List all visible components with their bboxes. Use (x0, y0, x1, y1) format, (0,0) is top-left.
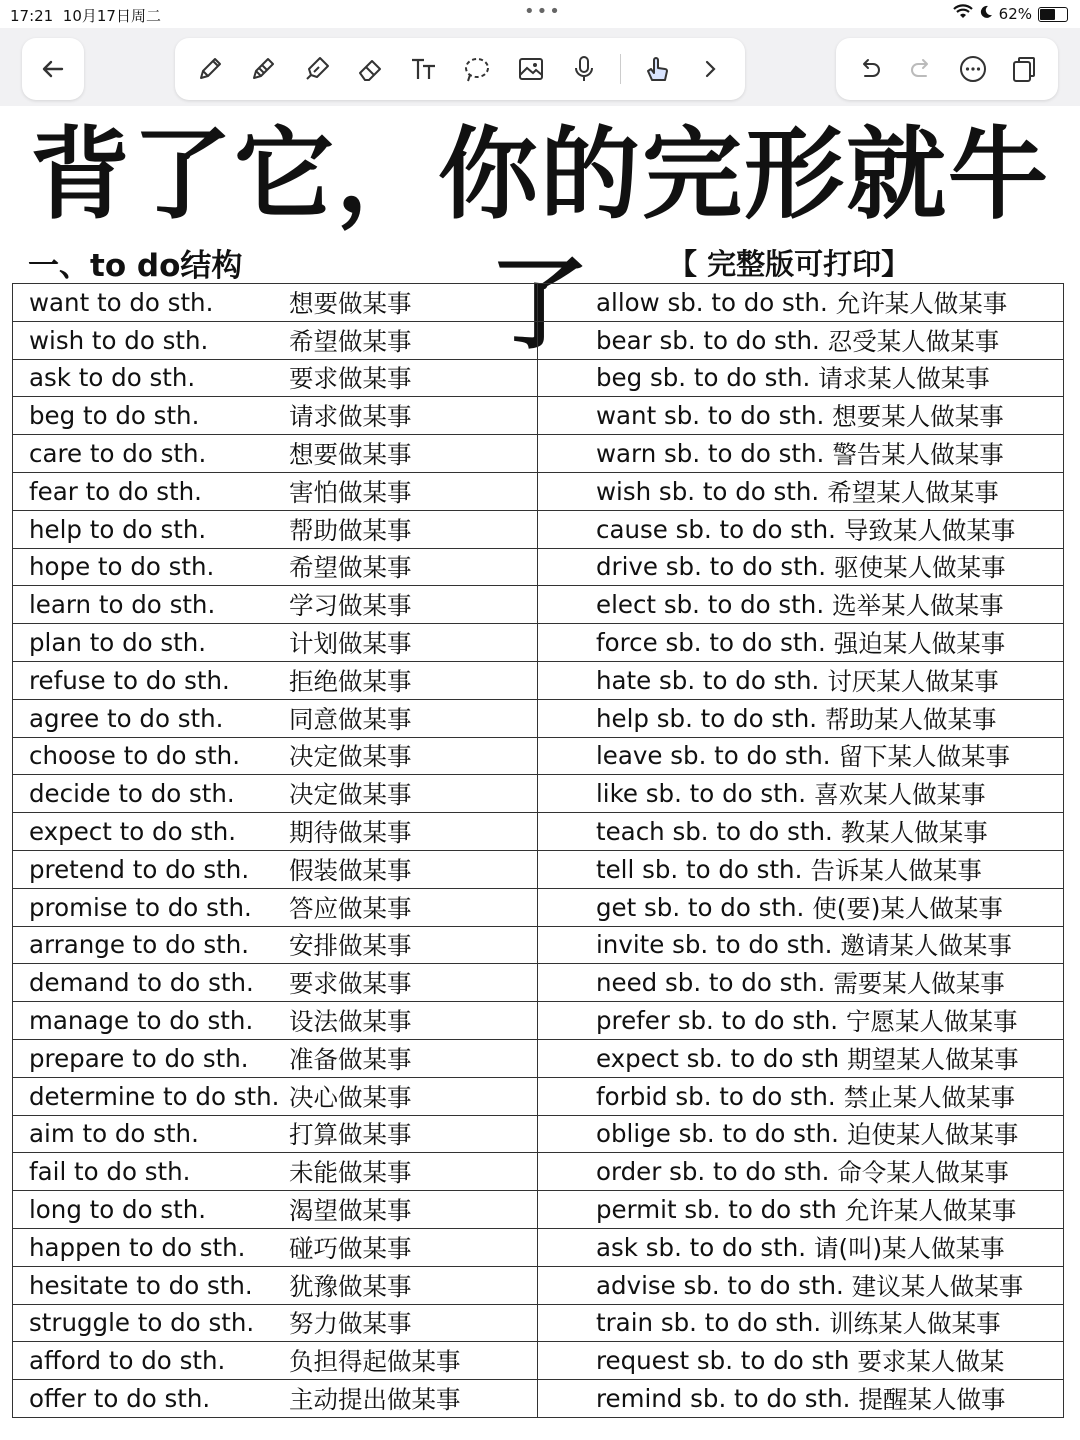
left-cell (13, 850, 538, 888)
phrase-cn: 希望某人做某事 (827, 477, 999, 507)
phrase-cn: 决定做某事 (289, 742, 412, 772)
right-cell (538, 775, 1064, 813)
phrase-en: hesitate to do sth. (29, 1270, 253, 1300)
phrase-en: teach sb. to do sth. (596, 817, 833, 847)
left-cell (13, 397, 538, 435)
phrase-en: tell sb. to do sth. (596, 854, 803, 884)
right-cell (538, 1380, 1064, 1418)
phrase-table (12, 283, 1064, 1418)
left-cell (13, 1191, 538, 1229)
phrase-cn: 导致某人做某事 (843, 515, 1016, 545)
right-cell (538, 1115, 1064, 1153)
phrase-en: elect sb. to do sth. (596, 590, 825, 620)
phrase-cn: 警告某人做某事 (832, 440, 1004, 470)
phrase-cn: 努力做某事 (289, 1309, 412, 1339)
toolbar (0, 28, 1080, 106)
phrase-en: ask to do sth. (29, 363, 196, 393)
table-row (13, 964, 1064, 1002)
left-cell (13, 1077, 538, 1115)
table-row (13, 1342, 1064, 1380)
right-cell (538, 1191, 1064, 1229)
left-cell (13, 699, 538, 737)
phrase-en: fear to do sth. (29, 476, 202, 506)
phrase-cn: 想要某人做某事 (832, 402, 1004, 432)
table-row (13, 472, 1064, 510)
phrase-cn: 忍受某人做某事 (827, 326, 1000, 356)
left-cell (13, 321, 538, 359)
left-cell (13, 775, 538, 813)
more-icon[interactable] (955, 51, 991, 87)
phrase-cn: 要求某人做某 (857, 1347, 1005, 1377)
phrase-en: advise sb. to do sth. (596, 1270, 844, 1300)
phrase-en: fail to do sth. (29, 1157, 191, 1187)
table-row (13, 321, 1064, 359)
phrase-en: beg to do sth. (29, 401, 200, 431)
phrase-en: determine to do sth. (29, 1081, 280, 1111)
phrase-en: drive sb. to do sth. (596, 552, 827, 582)
undo-icon[interactable] (852, 51, 888, 87)
left-cell (13, 1304, 538, 1342)
phrase-cn: 假装做某事 (289, 855, 412, 885)
phrase-cn: 打算做某事 (289, 1120, 412, 1150)
phrase-cn: 想要做某事 (289, 440, 412, 470)
phrase-cn: 计划做某事 (289, 629, 412, 659)
phrase-cn: 想要做某事 (289, 288, 412, 318)
phrase-en: warn sb. to do sth. (596, 439, 825, 469)
table-row (13, 1380, 1064, 1418)
phrase-en: expect sb. to do sth (596, 1043, 840, 1073)
phrase-cn: 需要某人做某事 (833, 969, 1005, 999)
right-cell (538, 1304, 1064, 1342)
phrase-en: help sb. to do sth. (596, 703, 818, 733)
right-cell (538, 359, 1064, 397)
phrase-en: force sb. to do sth. (596, 628, 826, 658)
left-cell (13, 813, 538, 851)
table-row (13, 813, 1064, 851)
battery-fill (1040, 9, 1055, 20)
right-cell (538, 888, 1064, 926)
right-cell (538, 661, 1064, 699)
phrase-cn: 决定做某事 (289, 780, 412, 810)
phrase-en: forbid sb. to do sth. (596, 1081, 836, 1111)
left-cell (13, 510, 538, 548)
phrase-cn: 希望做某事 (289, 326, 412, 356)
left-cell (13, 737, 538, 775)
phrase-cn: 决心做某事 (289, 1082, 412, 1112)
table-row (13, 359, 1064, 397)
right-cell (538, 1039, 1064, 1077)
left-cell (13, 359, 538, 397)
phrase-cn: 拒绝做某事 (289, 666, 412, 696)
table-row (13, 1266, 1064, 1304)
phrase-cn: 教某人做某事 (840, 818, 988, 848)
phrase-en: train sb. to do sth. (596, 1308, 822, 1338)
phrase-en: wish sb. to do sth. (596, 476, 820, 506)
phrase-en: long to do sth. (29, 1195, 207, 1225)
phrase-en: bear sb. to do sth. (596, 325, 820, 355)
phrase-cn: 提醒某人做事 (858, 1385, 1006, 1414)
table-row (13, 699, 1064, 737)
right-cell (538, 737, 1064, 775)
table-row (13, 850, 1064, 888)
phrase-en: promise to do sth. (29, 892, 252, 922)
phrase-cn: 迫使某人做某事 (846, 1120, 1019, 1150)
phrase-cn: 允许某人做某事 (844, 1196, 1017, 1226)
phrase-cn: 渴望做某事 (289, 1196, 412, 1226)
left-cell (13, 1115, 538, 1153)
right-cell (538, 284, 1064, 322)
right-cell (538, 1342, 1064, 1380)
phrase-cn: 禁止某人做某事 (843, 1082, 1016, 1112)
left-cell (13, 472, 538, 510)
left-cell (13, 624, 538, 662)
phrase-cn: 喜欢某人做某事 (814, 780, 986, 810)
phrase-en: expect to do sth. (29, 817, 237, 847)
table-row (13, 284, 1064, 322)
table-row (13, 1153, 1064, 1191)
left-cell (13, 661, 538, 699)
phrase-en: learn to do sth. (29, 590, 216, 620)
phrase-en: like sb. to do sth. (596, 779, 807, 809)
phrase-cn: 允许某人做某事 (835, 288, 1008, 318)
right-cell (538, 321, 1064, 359)
phrase-en: arrange to do sth. (29, 930, 250, 960)
battery-percent: 62% (998, 5, 1032, 23)
phrase-en: want sb. to do sth. (596, 401, 825, 431)
drawing-tools (175, 38, 745, 100)
table-row (13, 510, 1064, 548)
phrase-cn: 期望某人做某事 (847, 1044, 1019, 1074)
table-row (13, 737, 1064, 775)
left-cell (13, 435, 538, 473)
phrase-en: choose to do sth. (29, 741, 241, 771)
table-row (13, 397, 1064, 435)
phrase-en: hate sb. to do sth. (596, 665, 820, 695)
left-cell (13, 1228, 538, 1266)
phrase-cn: 邀请某人做某事 (840, 931, 1012, 961)
right-cell (538, 1002, 1064, 1040)
phrase-en: invite sb. to do sth. (596, 930, 833, 960)
phrase-cn: 未能做某事 (289, 1158, 412, 1188)
right-cell (538, 472, 1064, 510)
table-row (13, 435, 1064, 473)
phrase-cn: 设法做某事 (289, 1007, 412, 1037)
right-cell (538, 1153, 1064, 1191)
pages-icon[interactable] (1006, 51, 1042, 87)
phrase-en: demand to do sth. (29, 968, 254, 998)
left-cell (13, 1002, 538, 1040)
phrase-cn: 训练某人做某事 (829, 1309, 1001, 1339)
left-cell (13, 586, 538, 624)
right-cell (538, 813, 1064, 851)
left-cell (13, 926, 538, 964)
phrase-en: hope to do sth. (29, 552, 215, 582)
phrase-en: cause sb. to do sth. (596, 514, 836, 544)
table-row (13, 624, 1064, 662)
phrase-cn: 告诉某人做某事 (810, 855, 982, 885)
phrase-cn: 答应做某事 (289, 893, 412, 923)
history-controls (836, 38, 1058, 100)
phrase-en: manage to do sth. (29, 1006, 254, 1036)
phrase-cn: 帮助做某事 (289, 515, 412, 545)
print-label: 【 完整版可打印】 (668, 247, 911, 281)
phrase-cn: 害怕做某事 (289, 477, 412, 507)
table-row (13, 1304, 1064, 1342)
phrase-cn: 帮助某人做某事 (825, 704, 997, 734)
right-cell (538, 699, 1064, 737)
right-cell (538, 586, 1064, 624)
section-heading: 一、to do结构 (28, 248, 243, 284)
pencil-icon[interactable] (245, 51, 281, 87)
phrase-cn: 强迫某人做某事 (833, 629, 1006, 659)
phrase-en: agree to do sth. (29, 703, 224, 733)
table-row (13, 1039, 1064, 1077)
phrase-en: leave sb. to do sth. (596, 741, 831, 771)
right-cell (538, 435, 1064, 473)
left-cell (13, 1342, 538, 1380)
table-row (13, 1228, 1064, 1266)
phrase-en: need sb. to do sth. (596, 968, 826, 998)
page-title: 背了它，你的完形就牛了 (30, 116, 1050, 363)
phrase-en: get sb. to do sth. (596, 892, 805, 922)
phrase-en: request sb. to do sth (596, 1346, 850, 1376)
moon-icon (979, 5, 993, 23)
phrase-cn: 讨厌某人做某事 (827, 666, 999, 696)
phrase-cn: 准备做某事 (289, 1044, 412, 1074)
right-cell (538, 397, 1064, 435)
eraser-icon[interactable] (352, 51, 388, 87)
right-cell (538, 1228, 1064, 1266)
phrase-cn: 希望做某事 (289, 553, 412, 583)
table-row (13, 1002, 1064, 1040)
highlighter-icon[interactable] (299, 51, 335, 87)
right-cell (538, 850, 1064, 888)
phrase-en: want to do sth. (29, 287, 214, 317)
phrase-en: struggle to do sth. (29, 1308, 255, 1338)
phrase-cn: 选举某人做某事 (832, 591, 1004, 621)
phrase-en: prefer sb. to do sth. (596, 1006, 839, 1036)
multitask-dots-icon[interactable]: ••• (524, 1, 562, 22)
microphone-icon[interactable] (566, 51, 602, 87)
phrase-en: remind sb. to do sth. (596, 1384, 851, 1413)
phrase-cn: 请求做某事 (289, 402, 412, 432)
phrase-cn: 负担得起做某事 (289, 1347, 461, 1377)
phrase-en: pretend to do sth. (29, 854, 250, 884)
right-cell (538, 964, 1064, 1002)
phrase-en: oblige sb. to do sth. (596, 1119, 839, 1149)
status-bar (0, 0, 1080, 28)
phrase-cn: 安排做某事 (289, 931, 412, 961)
right-cell (538, 926, 1064, 964)
status-time: 17:21 10月17日周二 (10, 7, 161, 25)
phrase-en: help to do sth. (29, 514, 207, 544)
phrase-en: aim to do sth. (29, 1119, 199, 1149)
table-row (13, 888, 1064, 926)
pen-icon[interactable] (192, 51, 228, 87)
table-row (13, 661, 1064, 699)
phrase-en: allow sb. to do sth. (596, 287, 828, 317)
table-row (13, 1077, 1064, 1115)
redo-icon[interactable] (903, 51, 939, 87)
phrase-cn: 驱使某人做某事 (834, 553, 1006, 583)
status-right (953, 4, 1068, 24)
phrase-cn: 宁愿某人做某事 (846, 1007, 1018, 1037)
phrase-cn: 建议某人做某事 (851, 1271, 1024, 1301)
phrase-cn: 留下某人做某事 (838, 742, 1011, 772)
phrase-cn: 期待做某事 (289, 818, 412, 848)
table-row (13, 926, 1064, 964)
phrase-en: decide to do sth. (29, 779, 235, 809)
phrase-cn: 学习做某事 (289, 591, 412, 621)
left-cell (13, 284, 538, 322)
text-icon[interactable] (406, 51, 442, 87)
left-cell (13, 964, 538, 1002)
phrase-cn: 同意做某事 (289, 704, 412, 734)
table-row (13, 548, 1064, 586)
phrase-en: beg sb. to do sth. (596, 363, 811, 393)
table-row (13, 1115, 1064, 1153)
left-cell (13, 1153, 538, 1191)
battery-icon (1038, 7, 1068, 22)
right-cell (538, 1077, 1064, 1115)
chevron-right-icon[interactable] (692, 51, 728, 87)
phrase-cn: 命令某人做某事 (837, 1158, 1009, 1188)
phrase-en: permit sb. to do sth (596, 1195, 837, 1225)
phrase-en: wish to do sth. (29, 325, 209, 355)
back-arrow-icon (35, 51, 71, 87)
phrase-cn: 要求做某事 (289, 969, 412, 999)
image-icon[interactable] (513, 51, 549, 87)
phrase-en: refuse to do sth. (29, 665, 230, 695)
table-row (13, 586, 1064, 624)
right-cell (538, 1266, 1064, 1304)
phrase-cn: 使(要)某人做某事 (812, 893, 1003, 923)
table-row (13, 1191, 1064, 1229)
right-cell (538, 510, 1064, 548)
wifi-icon (953, 4, 973, 24)
phrase-en: care to do sth. (29, 439, 207, 469)
right-cell (538, 548, 1064, 586)
phrase-cn: 碰巧做某事 (289, 1233, 412, 1263)
phrase-en: offer to do sth. (29, 1384, 211, 1413)
phrase-en: prepare to do sth. (29, 1043, 249, 1073)
touch-icon[interactable] (639, 51, 675, 87)
phrase-cn: 要求做某事 (289, 364, 412, 394)
table-row (13, 775, 1064, 813)
phrase-en: ask sb. to do sth. (596, 1232, 807, 1262)
toolbar-divider (620, 54, 621, 84)
right-cell (538, 624, 1064, 662)
phrase-en: plan to do sth. (29, 628, 207, 658)
left-cell (13, 548, 538, 586)
phrase-cn: 犹豫做某事 (289, 1271, 412, 1301)
phrase-cn: 请(叫)某人做某事 (814, 1233, 1005, 1263)
left-cell (13, 1266, 538, 1304)
phrase-cn: 请求某人做某事 (818, 364, 990, 394)
phrase-en: order sb. to do sth. (596, 1157, 830, 1187)
phrase-en: happen to do sth. (29, 1232, 246, 1262)
lasso-icon[interactable] (459, 51, 495, 87)
phrase-en: afford to do sth. (29, 1346, 226, 1376)
left-cell (13, 888, 538, 926)
left-cell (13, 1380, 538, 1418)
back-button[interactable] (22, 38, 84, 100)
left-cell (13, 1039, 538, 1077)
phrase-cn: 主动提出做某事 (289, 1385, 461, 1414)
